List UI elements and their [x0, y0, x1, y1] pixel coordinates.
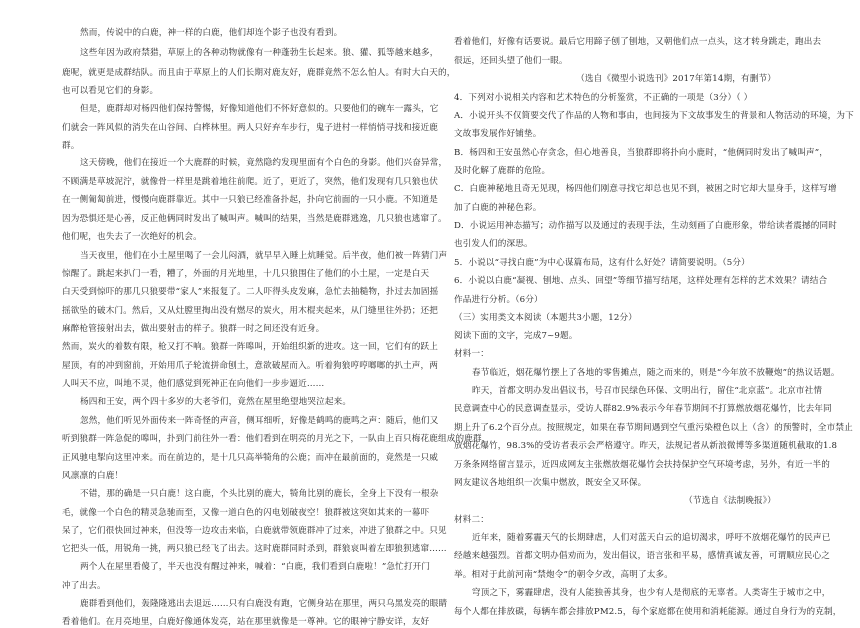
- text-line: 穹顶之下，雾霾肆虐，没有人能独善其身，也少有人是彻底的无辜者。人类寄生于城市之中，: [472, 588, 831, 598]
- text-line: 材料一：: [454, 349, 489, 359]
- text-line: 看着他们。在月亮地里，白鹿好像通体发亮，站在那里就像是一尊神。它的眼神宁静安详，友好: [62, 617, 430, 627]
- text-line: （节选自《法制晚报》）: [684, 496, 776, 506]
- text-line: 听到狼群一阵急促的嗥叫，扑到门前往外一看：他们看到在明亮的月光之下，一队由上百只梅花鹿组成的鹿群，: [62, 434, 491, 444]
- text-line: 不错，那的确是一只白鹿！这白鹿，个头比别的鹿大，犄角比别的鹿长，全身上下没有一根杂: [80, 489, 439, 499]
- text-line: 期上升了6.2个百分点。按照规定，如果在春节期间遇到空气重污染橙色以上（含）的预警时，全市禁止: [454, 423, 853, 433]
- text-line: （三）实用类文本阅读（本题共3小题，12分）: [454, 313, 637, 323]
- text-line: 冲了出去。: [62, 581, 106, 591]
- text-line: 屋顶，有的冲到窗前，开始用爪子轮流拼命刨土，意欲破屋而入。听着狗狼哼哼啷啷的扒土声，两: [62, 361, 438, 371]
- text-line: 毛，就像一个白色的精灵急驰而至，又像一道白色的闪电划破夜空！狼群被这突如其来的一幕吓: [62, 508, 430, 518]
- text-line: 这些年因为政府禁猎，草原上的各种动物就像有一种蓬勃生长起来。狼、獾、狐等越来越多，: [80, 48, 439, 58]
- text-line: 举。相对于此前河南“禁炮令”的朝令夕改，高明了太多。: [454, 570, 673, 580]
- text-line: 因为恐惧还是心善，反正他俩同时发出了喊叫声。喊叫的结果，当然是鹿群逃逸，几只狼也逃窜了。: [62, 214, 447, 224]
- text-line: 作品进行分析。（6分）: [454, 295, 543, 305]
- text-line: 也引发人们的深思。: [454, 239, 533, 249]
- text-line: B．杨四和王安虽然心存贪念，但心地善良，当狼群即将扑向小鹿时，“他俩同时发出了喊叫声”，: [454, 148, 829, 158]
- text-line: 经越来越强烈。首都文明办倡劝而为，发出倡议，语言张和平易，感情真诚友善，可谓顺应民心之: [454, 551, 830, 561]
- text-line: A．小说开头不仅简要交代了作品的人物和事由，也间接为下文故事发生的背景和人物活动的环境，为下: [454, 111, 854, 121]
- text-line: 很远，还回头望了他们一眼。: [454, 56, 568, 66]
- text-line: 万条条网络留言显示，近四成网友主张燃放烟花爆竹会扶持保护空气环境考虑，另外，有近一半的: [454, 460, 830, 470]
- text-line: 阅读下面的文字，完成7~9题。: [454, 331, 578, 341]
- text-line: 也可以看见它们的身影。: [62, 86, 159, 96]
- text-line: 材料二：: [454, 515, 489, 525]
- text-line: 鹿群看到他们，轰隆隆逃出去退远……只有白鹿没有跑，它侧身站在那里，两只乌黑发亮的眼睛: [80, 599, 448, 609]
- text-line: 当天夜里，他们在小土屋里喝了一会儿闷酒，就早早入睡上炕睡觉。后半夜，他们被一阵猜门声: [80, 251, 448, 261]
- text-line: 文故事发展作好铺垫。: [454, 129, 542, 139]
- text-line: 呆了，它们很快回过神来，但没等一边攻击来临，白鹿就带领鹿群冲了过来，冲进了狼群之中。只见: [62, 526, 447, 536]
- text-line: 它把头一低，用锐角一挑，两只狼已经飞了出去。这时鹿群同时杀到，群狼哀叫着左即狼狈逃窜……: [62, 544, 447, 554]
- text-line: 看着他们，好像有话要说。最后它用蹄子刨了刨地，又朝他们点一点头，这才转身跳走，跑出去: [454, 37, 822, 47]
- text-line: 民意调查中心的民意调查显示，受访人群82.9%表示今年春节期间不打算燃放烟花爆竹，比去年同: [454, 404, 832, 414]
- text-line: 放烟花爆竹，98.3%的受访者表示会严格遵守。昨天，法规记者从新浪微博等多渠道随机截取的1.8: [454, 441, 838, 451]
- text-line: 春节临近，烟花爆竹摆上了各地的零售摊点，随之而来的，则是“今年放不放鞭炮”的热议话题。: [472, 368, 840, 378]
- text-line: 近年来，随着雾霾天气的长期肆虐，人们对蓝天白云的追切渴求，呼吁不放烟花爆竹的民声已: [472, 533, 831, 543]
- text-line: 然而，传说中的白鹿，神一样的白鹿，他们却连个影子也没有看到。: [80, 28, 343, 38]
- text-line: 及时化解了鹿群的危险。: [454, 166, 551, 176]
- text-line: 杨四和王安，两个四十多岁的大老爷们，竟然在屋里绝望地哭泣起来。: [80, 397, 352, 407]
- text-line: 在一侧匍匐前进，慢慢向鹿群靠近。其中一只狼已经准备扑起，扑向它前面的一只小鹿。不知道是: [62, 195, 438, 205]
- text-line: 麻醉枪管接射出去，做出要射击的样子。狼群一时之间还没有近身。: [62, 324, 325, 334]
- text-line: 惊醒了。跳起来扒门一看，糟了，外面的月光地里，十几只狼围住了他们的小土屋，一定是白天: [62, 269, 430, 279]
- text-line: 群。: [62, 141, 80, 151]
- text-line: 这天傍晚，他们在接近一个大鹿群的时候，竟然隐约发现里面有个白色的身影。他们兴奋异常，: [80, 158, 448, 168]
- text-line: 昨天，首都文明办发出倡议书，号召市民绿色环保、文明出行，留住“北京蓝”。北京市社情: [472, 386, 823, 396]
- text-line: 们就会一阵风似的消失在山谷间、白桦林里。两人只好弃车步行，鬼子进村一样悄悄寻找和接近鹿: [62, 123, 438, 133]
- text-line: C．白鹿神秘地且奇无见现，杨四他们刚意寻找它却总也见不到，被困之时它却大显身手，这样写增: [454, 184, 837, 194]
- text-line: 人叫天不应，叫地不灵，他们感觉到死神正在向他们一步步逼近……: [62, 379, 325, 389]
- text-line: 不顾满是草坡泥泞，就像骨一样里是跳着地往前爬。近了，更近了，突然，他们发现有几只狼也伏: [62, 177, 438, 187]
- text-line: 摇欲坠的破木门。然后，又从灶膛里掏出没有燃尽的炭火，用木棍夹起来，从门缝里往外扔；还把: [62, 306, 438, 316]
- text-line: 他们呢，也失去了一次绝好的机会。: [62, 232, 202, 242]
- text-line: 正风驰电掣向这里冲来。而在前边的，是十几只高举犄角的公鹿；而冲在最前面的，竟然是一只威: [62, 453, 438, 463]
- text-line: 但是，鹿群却对杨四他们保持警惕，好像知道他们不怀好意似的。只要他们的碗车一露头，它: [80, 104, 439, 114]
- text-line: 每个人都在排放碳，每辆车都会排放PM2.5，每个家庭都在使用和消耗能源。通过自身行为的克制，: [454, 607, 842, 617]
- text-line: 然而，炭火的着数有限，枪又打不响。狼群一阵嗥叫，开始组织新的进攻。这一回，它们有的跃上: [62, 342, 438, 352]
- text-line: （选自《微型小说选刊》2017年第14期，有删节）: [576, 74, 776, 84]
- text-line: 风凛凛的白鹿！: [62, 471, 124, 481]
- text-line: 5．小说以“寻找白鹿”为中心谋篇布局，这有什么好处？请简要说明。（5分）: [454, 258, 750, 268]
- text-line: 网友建议各地组织一次集中燃放，既安全又环保。: [454, 478, 647, 488]
- text-line: D．小说运用神态描写；动作描写以及通过的表现手法，生动刻画了白鹿形象，带给读者震撼的同时: [454, 221, 838, 231]
- text-line: 加了白鹿的神秘色彩。: [454, 203, 542, 213]
- text-line: 6．小说以白鹿“凝视、刨地、点头、回望”等细节描写结尾，这样处理有怎样的艺术效果？请结合: [454, 276, 828, 286]
- text-line: 忽然，他们听见外面传来一阵奇怪的声音，侧耳细听，好像是鹤鸣的鹿鸣之声：随后，他们又: [80, 416, 439, 426]
- text-line: 4．下列对小说相关内容和艺术特色的分析鉴赏，不正确的一项是（3分）（ ）: [454, 93, 753, 103]
- text-line: 两个人在屋里看傻了，半天也没有醒过神来，喊着：“白鹿，我们看到白鹿啦！”急忙打开门: [80, 562, 431, 572]
- text-line: 白天受到惊吓的那几只狼要带“家人”来报复了。二人吓得头皮发麻，急忙去抽糙物，扑过去加固摇: [62, 287, 439, 297]
- text-line: 鹿呢，就更是成群结队。而且由于草原上的人们长期对鹿友好，鹿群竟然不怎么怕人。有时大白天的，: [62, 68, 456, 78]
